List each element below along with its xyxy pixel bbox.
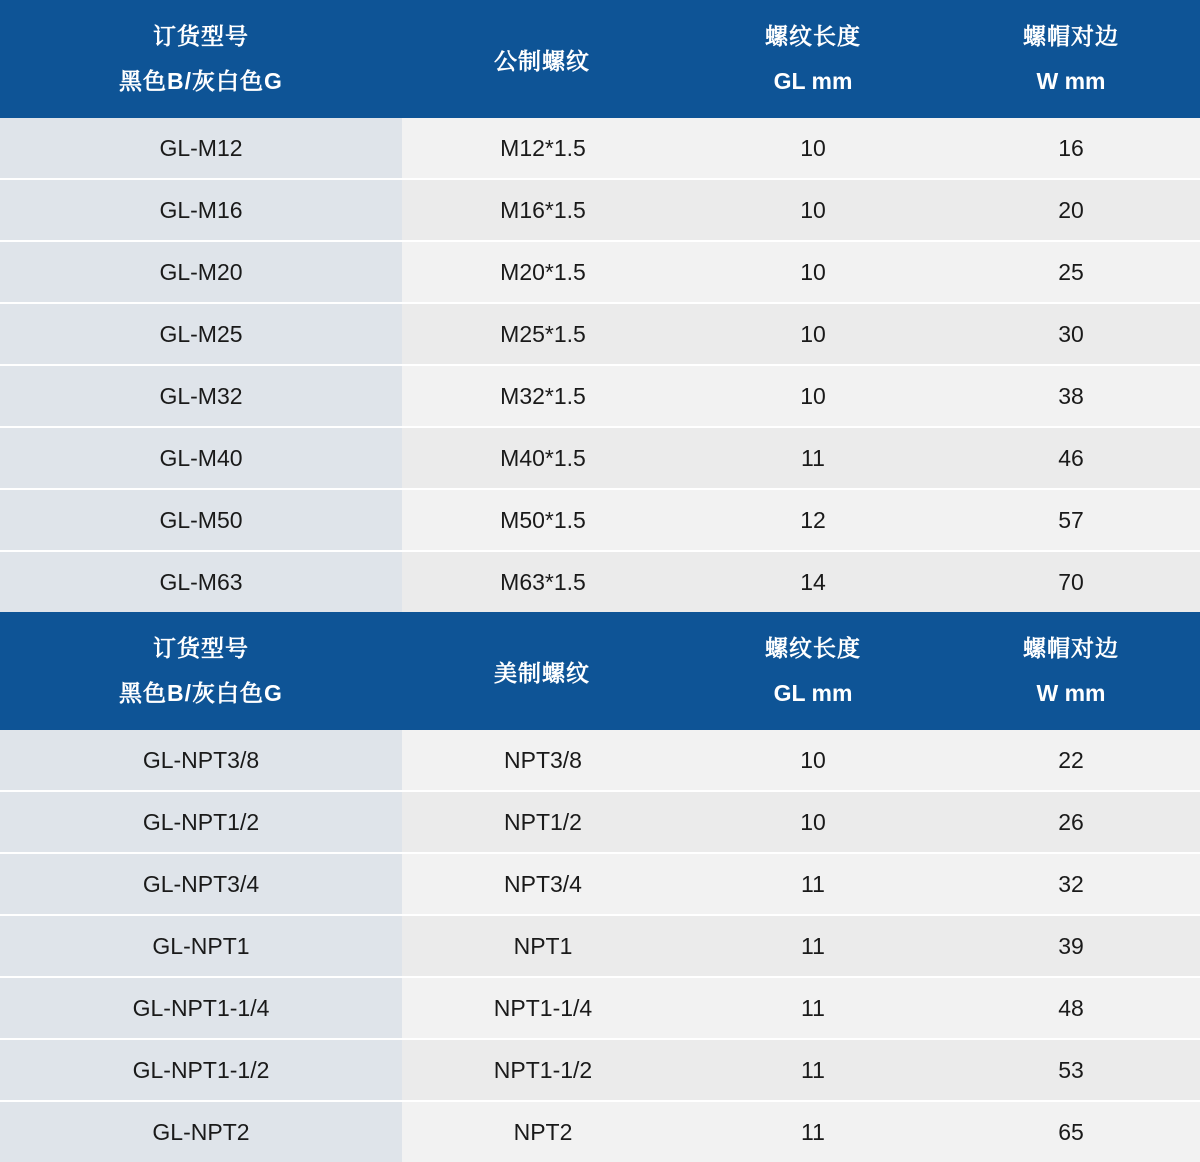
cell-nut-width: 16 [942,118,1200,178]
cell-nut-width: 30 [942,304,1200,364]
cell-nut-width: 53 [942,1040,1200,1100]
cell-nut-width: 39 [942,916,1200,976]
cell-thread-length: 11 [684,1040,942,1100]
cell-thread-length: 10 [684,118,942,178]
cell-thread-length: 11 [684,854,942,914]
cell-thread: M32*1.5 [402,366,684,426]
table-row [0,552,1200,612]
cell-order-code: GL-NPT3/8 [0,730,402,790]
header-cell-thread-type [402,612,684,730]
table-row [0,304,1200,364]
cell-order-code: GL-NPT1-1/4 [0,978,402,1038]
table-row [0,916,1200,976]
cell-thread: M25*1.5 [402,304,684,364]
cell-thread: M40*1.5 [402,428,684,488]
cell-thread: NPT1-1/2 [402,1040,684,1100]
header-thread-length-line1: 螺纹长度 [765,23,861,49]
cell-order-code: GL-M32 [0,366,402,426]
table-row [0,366,1200,426]
table-row [0,490,1200,550]
table-row [0,1102,1200,1162]
table-header-imperial [0,612,1200,730]
table-row [0,1040,1200,1100]
cell-thread-length: 11 [684,978,942,1038]
cell-thread-length: 10 [684,304,942,364]
cell-nut-width: 70 [942,552,1200,612]
table-row [0,118,1200,178]
table-row [0,730,1200,790]
cell-nut-width: 46 [942,428,1200,488]
cell-thread-length: 10 [684,242,942,302]
table-row [0,978,1200,1038]
cell-order-code: GL-NPT1-1/2 [0,1040,402,1100]
header-cell-thread-length [684,612,942,730]
cell-order-code: GL-NPT1/2 [0,792,402,852]
cell-thread: M63*1.5 [402,552,684,612]
cell-thread: NPT1/2 [402,792,684,852]
cell-order-code: GL-M25 [0,304,402,364]
cell-thread-length: 10 [684,792,942,852]
header-order-code-line1: 订货型号 [153,23,249,49]
cell-nut-width: 26 [942,792,1200,852]
cell-nut-width: 65 [942,1102,1200,1162]
cell-nut-width: 38 [942,366,1200,426]
header-thread-type-label: 公制螺纹 [494,47,590,74]
table-row [0,180,1200,240]
cell-thread: M12*1.5 [402,118,684,178]
cell-order-code: GL-M50 [0,490,402,550]
header-nut-width-line2: W mm [1036,68,1106,94]
cell-nut-width: 57 [942,490,1200,550]
cell-order-code: GL-M20 [0,242,402,302]
header-order-code-line2: 黑色B/灰白色G [119,68,283,94]
cell-thread-length: 12 [684,490,942,550]
cell-order-code: GL-NPT1 [0,916,402,976]
cell-order-code: GL-NPT3/4 [0,854,402,914]
header-thread-length-line1: 螺纹长度 [765,635,861,661]
cell-thread: M16*1.5 [402,180,684,240]
cell-thread-length: 10 [684,180,942,240]
cell-order-code: GL-NPT2 [0,1102,402,1162]
cell-nut-width: 20 [942,180,1200,240]
header-cell-order-code [0,612,402,730]
cell-order-code: GL-M40 [0,428,402,488]
header-nut-width-line1: 螺帽对边 [1023,635,1119,661]
header-order-code-line2: 黑色B/灰白色G [119,680,283,706]
cell-thread: M20*1.5 [402,242,684,302]
table-row [0,242,1200,302]
header-cell-thread-type [402,0,684,118]
cell-thread: NPT1 [402,916,684,976]
header-cell-thread-length [684,0,942,118]
cell-order-code: GL-M16 [0,180,402,240]
cell-thread-length: 11 [684,916,942,976]
header-nut-width-line1: 螺帽对边 [1023,23,1119,49]
table-row [0,428,1200,488]
table-row [0,792,1200,852]
cell-thread-length: 14 [684,552,942,612]
table-header-metric [0,0,1200,118]
header-thread-type-label: 美制螺纹 [494,659,590,686]
table-row [0,854,1200,914]
cell-thread-length: 10 [684,730,942,790]
cell-thread-length: 11 [684,428,942,488]
cell-thread-length: 10 [684,366,942,426]
cell-thread: NPT3/4 [402,854,684,914]
header-cell-nut-width [942,0,1200,118]
header-thread-length-line2: GL mm [773,68,853,94]
cell-thread-length: 11 [684,1102,942,1162]
cell-thread: NPT2 [402,1102,684,1162]
header-nut-width-line2: W mm [1036,680,1106,706]
cell-nut-width: 48 [942,978,1200,1038]
cell-thread: NPT3/8 [402,730,684,790]
header-cell-nut-width [942,612,1200,730]
cell-thread: NPT1-1/4 [402,978,684,1038]
cell-nut-width: 25 [942,242,1200,302]
header-thread-length-line2: GL mm [773,680,853,706]
cell-order-code: GL-M63 [0,552,402,612]
cell-thread: M50*1.5 [402,490,684,550]
header-order-code-line1: 订货型号 [153,635,249,661]
cell-nut-width: 22 [942,730,1200,790]
header-cell-order-code [0,0,402,118]
cell-nut-width: 32 [942,854,1200,914]
cell-order-code: GL-M12 [0,118,402,178]
